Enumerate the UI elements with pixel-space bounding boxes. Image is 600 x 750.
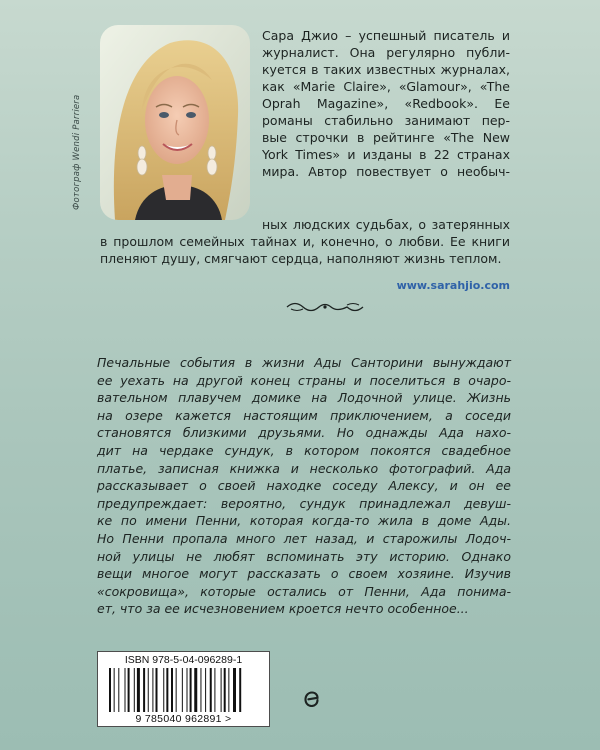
book-synopsis <box>97 354 511 618</box>
bio-line: вые строчки в рейтинге «The New <box>262 130 510 145</box>
bio-line: журналист. Она регулярно публи- <box>262 45 510 60</box>
synopsis-line: вательном плавучем домике на Лодочной улице. Жизнь <box>97 390 511 406</box>
ornament-icon <box>283 298 367 316</box>
synopsis-line: вещи многое могут рассказать о своем хозяине. Изучив <box>97 566 511 582</box>
bio-line: как «Marie Claire», «Glamour», «The <box>262 79 510 94</box>
synopsis-line: Печальные события в жизни Ады Санторини вынуждают <box>97 355 511 370</box>
publisher-logo-icon <box>304 691 320 707</box>
synopsis-line: на озере кажется настоящим приключением, а соседи <box>97 407 511 423</box>
synopsis-line: ной улицы не любят вспоминать эту историю. Однако <box>97 548 511 564</box>
author-photo <box>100 25 250 220</box>
synopsis-line: становятся близкими друзьями. Но однажды Ада нахо- <box>97 425 511 441</box>
synopsis-line: предупреждает: вероятно, сундук принадлежал девуш- <box>97 495 511 511</box>
barcode-digits: 9 785040 962891 > <box>135 713 232 725</box>
barcode-bars <box>108 668 258 712</box>
bio-line: куется в таких известных журналах, <box>262 62 510 77</box>
bio-line: York Times» и изданы в 22 странах <box>262 147 510 162</box>
bio-line: пленяют душу, смягчают сердца, наполняют жизнь теплом. <box>100 251 502 266</box>
author-bio-right <box>262 27 510 180</box>
synopsis-line: дит на чердаке сундук, в котором покоятся свадебное <box>97 442 511 458</box>
isbn-barcode <box>97 651 270 727</box>
author-bio-bottom <box>100 216 510 267</box>
bio-line: Oprah Magazine», «Redbook». Ее <box>262 96 510 111</box>
isbn-number: ISBN 978-5-04-096289-1 <box>124 654 243 666</box>
bio-line: в прошлом семейных тайнах и, конечно, о любви. Ее книги <box>100 234 510 249</box>
bio-line: Сара Джио – успешный писатель и <box>262 28 510 43</box>
synopsis-line: «сокровища», которые остались от Пенни, Ада понима- <box>97 583 511 599</box>
synopsis-line: Но Пенни пропала много лет назад, и старожилы Лодоч- <box>97 530 511 546</box>
photo-credit: Фотограф Wendi Parriera <box>72 94 82 210</box>
author-website-link[interactable]: www.sarahjio.com <box>396 279 510 292</box>
synopsis-line: ее уехать на другой конец страны и поселиться в очаро- <box>97 372 511 388</box>
bio-line: мира. Автор повествует о необыч- <box>262 164 510 179</box>
synopsis-line: ке по имени Пенни, которая когда-то жила в доме Ады. <box>97 513 511 529</box>
synopsis-line: ет, что за ее исчезновением кроется нечто особенное... <box>97 601 469 617</box>
synopsis-line: платье, записная книжка и несколько фотографий. Ада <box>97 460 511 476</box>
synopsis-line: рассказывает о своей находке соседу Алексу, и он ее <box>97 478 511 494</box>
bio-line: ных людских судьбах, о затерянных <box>262 217 510 232</box>
bio-line: романы стабильно занимают пер- <box>262 113 510 128</box>
